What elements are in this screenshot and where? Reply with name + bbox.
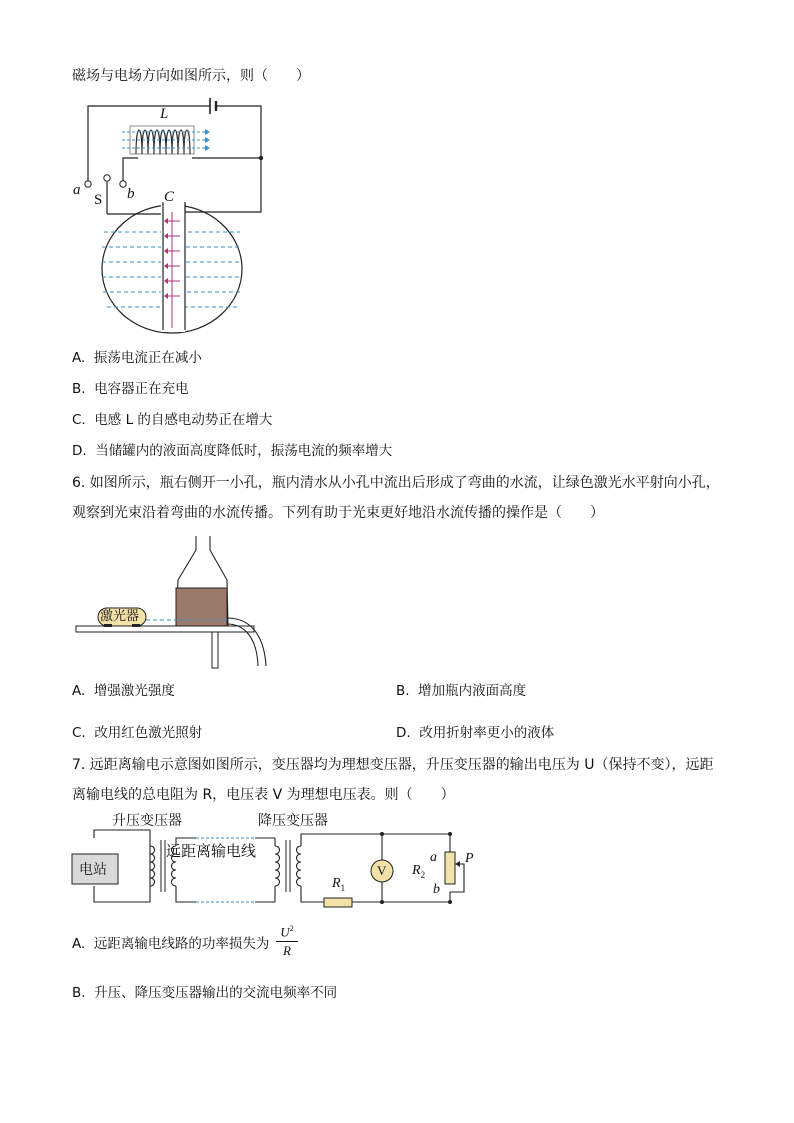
q7-stem-line2: 离输电线的总电阻为 R，电压表 V 为理想电压表。则（ ） bbox=[72, 787, 455, 803]
q5-option-d[interactable]: D. 当储罐内的液面高度降低时，振荡电流的频率增大 bbox=[72, 443, 393, 459]
q5-option-b[interactable]: B. 电容器正在充电 bbox=[72, 381, 189, 397]
label-C: C bbox=[164, 189, 175, 205]
label-L: L bbox=[160, 106, 169, 122]
q7-option-b[interactable]: B. 升压、降压变压器输出的交流电频率不同 bbox=[72, 985, 338, 1001]
r1-label: $R_1$ bbox=[332, 876, 346, 893]
table-leg bbox=[212, 632, 218, 668]
q5-lc-circuit-figure bbox=[60, 92, 280, 342]
voltmeter-label: V bbox=[377, 863, 387, 878]
fraction-bar bbox=[276, 941, 298, 942]
transmission-line-label: 远距离输电线 bbox=[166, 842, 257, 860]
terminal-a-label: a bbox=[430, 850, 437, 865]
step-up-label: 升压变压器 bbox=[112, 813, 182, 829]
power-loss-fraction bbox=[276, 924, 298, 959]
q5-stem-tail: 磁场与电场方向如图所示，则（ ） bbox=[72, 68, 310, 84]
terminal-b-label: b bbox=[433, 882, 440, 897]
q6-option-b[interactable]: B. 增加瓶内液面高度 bbox=[396, 683, 527, 699]
q7-transmission-figure bbox=[70, 830, 470, 912]
q6-option-c[interactable]: C. 改用红色激光照射 bbox=[72, 725, 203, 741]
q6-stem-line1: 6. 如图所示，瓶右侧开一小孔，瓶内清水从小孔中流出后形成了弯曲的水流，让绿色激光水平射向小孔， bbox=[72, 475, 720, 491]
label-b: b bbox=[127, 186, 135, 202]
terminal-s bbox=[104, 175, 110, 181]
label-S: S bbox=[94, 192, 103, 208]
q5-option-c[interactable]: C. 电感 L 的自感电动势正在增大 bbox=[72, 412, 273, 428]
station-label: 电站 bbox=[79, 862, 107, 878]
q5-option-a[interactable]: A. 振荡电流正在减小 bbox=[72, 350, 202, 366]
q6-option-d[interactable]: D. 改用折射率更小的液体 bbox=[396, 725, 555, 741]
q6-option-a[interactable]: A. 增强激光强度 bbox=[72, 683, 175, 699]
laser-label: 激光器 bbox=[100, 609, 140, 624]
q6-stem-line2: 观察到光束沿着弯曲的水流传播。下列有助于光束更好地沿水流传播的操作是（ ） bbox=[72, 505, 604, 521]
terminal-b bbox=[120, 181, 126, 187]
q6-bottle-laser-figure bbox=[72, 532, 272, 672]
slider-p-label: P bbox=[465, 851, 474, 866]
q7-stem-line1: 7. 远距离输电示意图如图所示，变压器均为理想变压器，升压变压器的输出电压为 U（保持不变），远距 bbox=[72, 757, 714, 773]
q7-option-a[interactable]: A. 远距离输电线路的功率损失为 bbox=[72, 936, 270, 952]
label-a: a bbox=[73, 182, 81, 198]
resistor-r1 bbox=[324, 898, 352, 907]
terminal-a bbox=[85, 181, 91, 187]
step-down-label: 降压变压器 bbox=[258, 813, 328, 829]
fraction-numerator: $U^2$ bbox=[280, 924, 294, 940]
rheostat-r2 bbox=[445, 852, 455, 884]
r2-label: $R_2$ bbox=[412, 863, 426, 880]
fraction-denominator: R bbox=[283, 943, 291, 959]
